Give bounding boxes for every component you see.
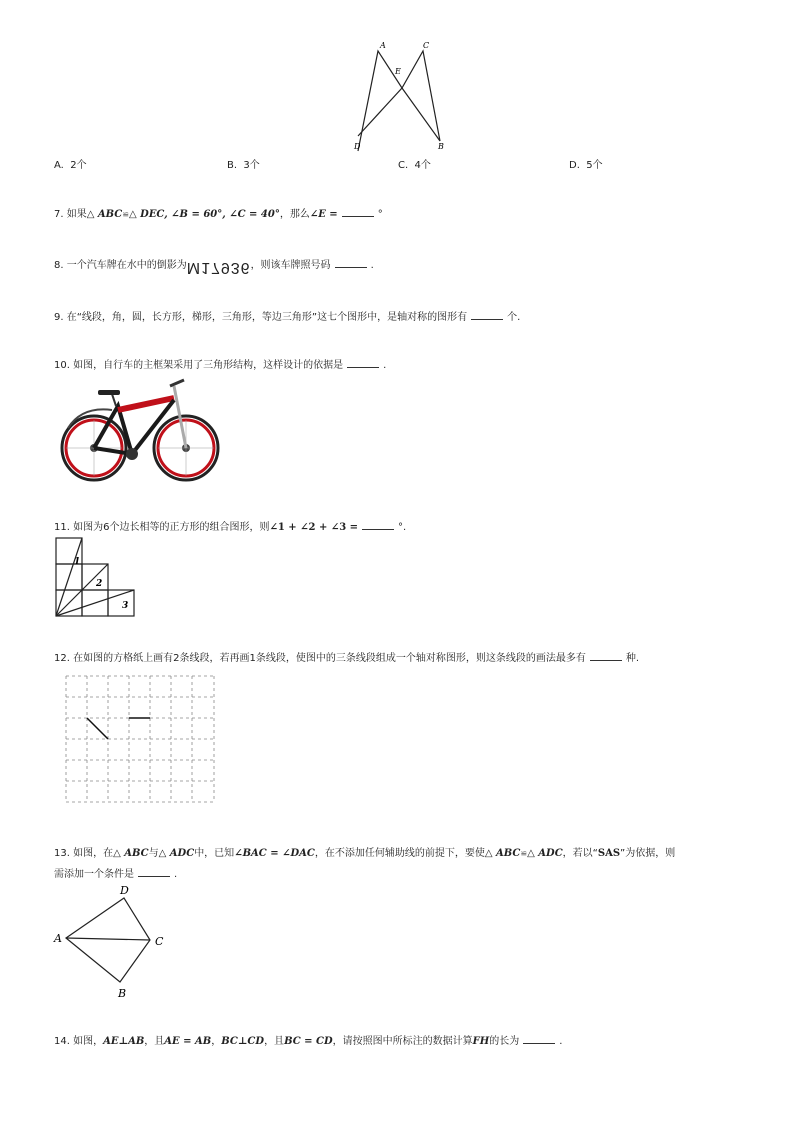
- bicycle-image: [52, 376, 228, 486]
- answer-blank[interactable]: [523, 1034, 555, 1044]
- question-13: 13. 如图，在△ ABC与△ ADC中，已知∠BAC = ∠DAC，在不添加任何辅助线的前提下，要使△ ABC≌△ ADC，若以“SAS”为依据，则: [54, 848, 676, 859]
- label-c: C: [423, 41, 430, 50]
- question-14: 14. 如图，AE⊥AB，且AE = AB，BC⊥CD，且BC = CD，请按照图中所标注的数据计算FH的长为 .: [54, 1036, 563, 1047]
- question-8: 8. 一个汽车牌在水中的倒影为M17936，则该车牌照号码 .: [54, 259, 374, 276]
- option-a[interactable]: A. 2个: [54, 160, 87, 171]
- question-10: 10. 如图，自行车的主框架采用了三角形结构，这样设计的依据是 .: [54, 360, 387, 371]
- label-b: B: [438, 142, 444, 151]
- question-11: 11. 如图为6个边长相等的正方形的组合图形，则∠1 + ∠2 + ∠3 = °.: [54, 522, 407, 533]
- angle-label-2: 2: [96, 579, 103, 589]
- answer-blank[interactable]: [342, 207, 374, 217]
- label-a: A: [54, 932, 62, 945]
- quadrilateral-figure: [52, 882, 172, 1004]
- answer-blank[interactable]: [590, 651, 622, 661]
- label-b: B: [118, 987, 127, 1000]
- grid-paper-figure: [64, 674, 218, 808]
- answer-blank[interactable]: [347, 358, 379, 368]
- question-13-line-2: 需添加一个条件是 .: [54, 869, 178, 880]
- answer-blank[interactable]: [138, 867, 170, 877]
- answer-blank[interactable]: [335, 258, 367, 268]
- mirrored-plate: M17936: [186, 259, 251, 276]
- label-a: A: [380, 41, 386, 50]
- answer-blank[interactable]: [471, 310, 503, 320]
- label-d: D: [354, 142, 361, 151]
- answer-blank[interactable]: [362, 520, 394, 530]
- question-7: 7. 如果△ ABC≌△ DEC, ∠B = 60°, ∠C = 40°，那么∠E = °: [54, 209, 383, 220]
- option-d[interactable]: D. 5个: [569, 160, 603, 171]
- label-c: C: [155, 935, 164, 948]
- label-d: D: [120, 884, 129, 897]
- question-12: 12. 在如图的方格纸上画有2条线段，若再画1条线段，使图中的三条线段组成一个轴对称图形，则这条线段的画法最多有 种.: [54, 653, 640, 664]
- angle-label-3: 3: [122, 601, 129, 611]
- angle-label-1: 1: [74, 557, 81, 567]
- crossed-triangles-figure: [340, 36, 460, 156]
- option-b[interactable]: B. 3个: [227, 160, 260, 171]
- option-c[interactable]: C. 4个: [398, 160, 431, 171]
- question-9: 9. 在“线段，角，圆，长方形，梯形，三角形，等边三角形”这七个图形中，是轴对称的图形有 个.: [54, 312, 521, 323]
- label-e: E: [395, 67, 401, 76]
- six-squares-figure: [54, 536, 138, 620]
